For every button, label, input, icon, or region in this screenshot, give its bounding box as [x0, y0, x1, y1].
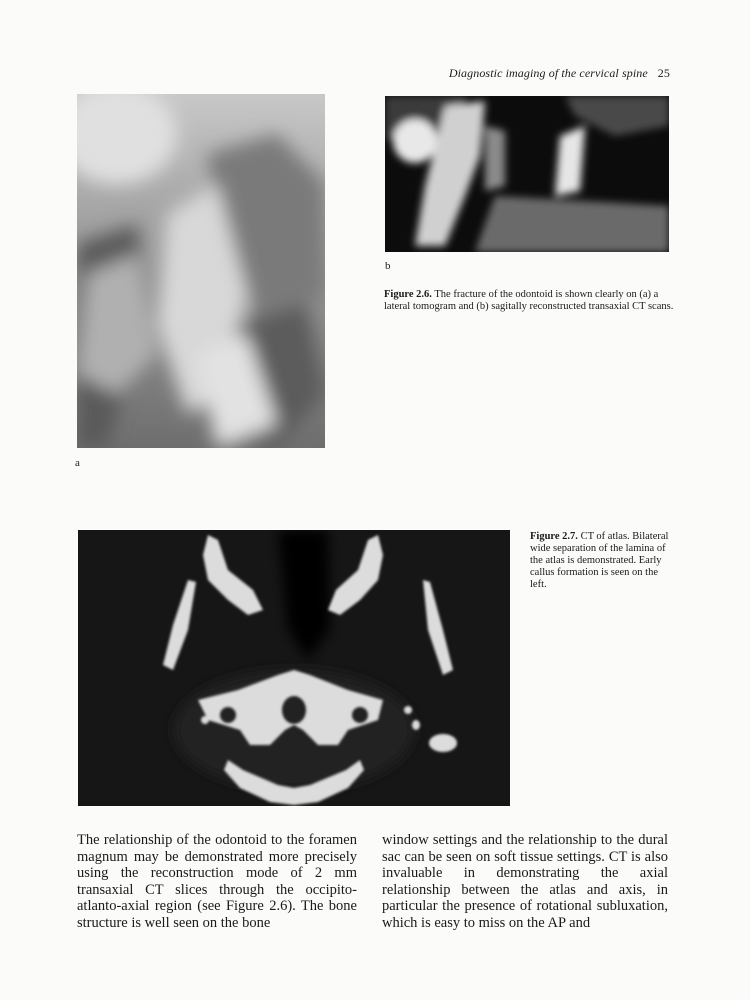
- figure-2-7-ct-image: [78, 530, 510, 806]
- figure-2-6b-ct-image: [385, 96, 669, 252]
- figure-2-6-caption-text: The fracture of the odontoid is shown clearly on (a) a lateral tomogram and (b) sagitally reconstructed transaxial CT scans.: [384, 289, 674, 312]
- figure-2-6-caption: [384, 289, 674, 313]
- body-text-left-column: The relationship of the odontoid to the foramen magnum may be demonstrated more precisely using the reconstruction mode of 2 mm transaxial CT slices through the occipito-atlanto-axial region (see Figure 2.6). The bone structure is well seen on the bone: [77, 832, 357, 931]
- figure-panel-label-a: a: [75, 457, 80, 469]
- page-number: 25: [657, 66, 670, 80]
- figure-2-6-caption-label: Figure 2.6.: [384, 289, 432, 300]
- figure-2-7-caption-label: Figure 2.7.: [530, 531, 578, 542]
- body-text-right-column: window settings and the relationship to the dural sac can be seen on soft tissue settings. CT is also invaluable in demonstrating the axial relationship between the atlas and axis, in particular the presence of rotational subluxation, which is easy to miss on the AP and: [382, 832, 668, 931]
- figure-2-7-caption: [530, 531, 675, 591]
- figure-2-7-caption-text: CT of atlas. Bilateral wide separation of the lamina of the atlas is demonstrated. Early callus formation is seen on the left.: [530, 531, 669, 590]
- figure-panel-label-b: b: [385, 260, 391, 272]
- running-header: [449, 66, 670, 81]
- figure-2-6a-tomogram-image: [77, 94, 325, 448]
- running-title: Diagnostic imaging of the cervical spine: [448, 66, 648, 80]
